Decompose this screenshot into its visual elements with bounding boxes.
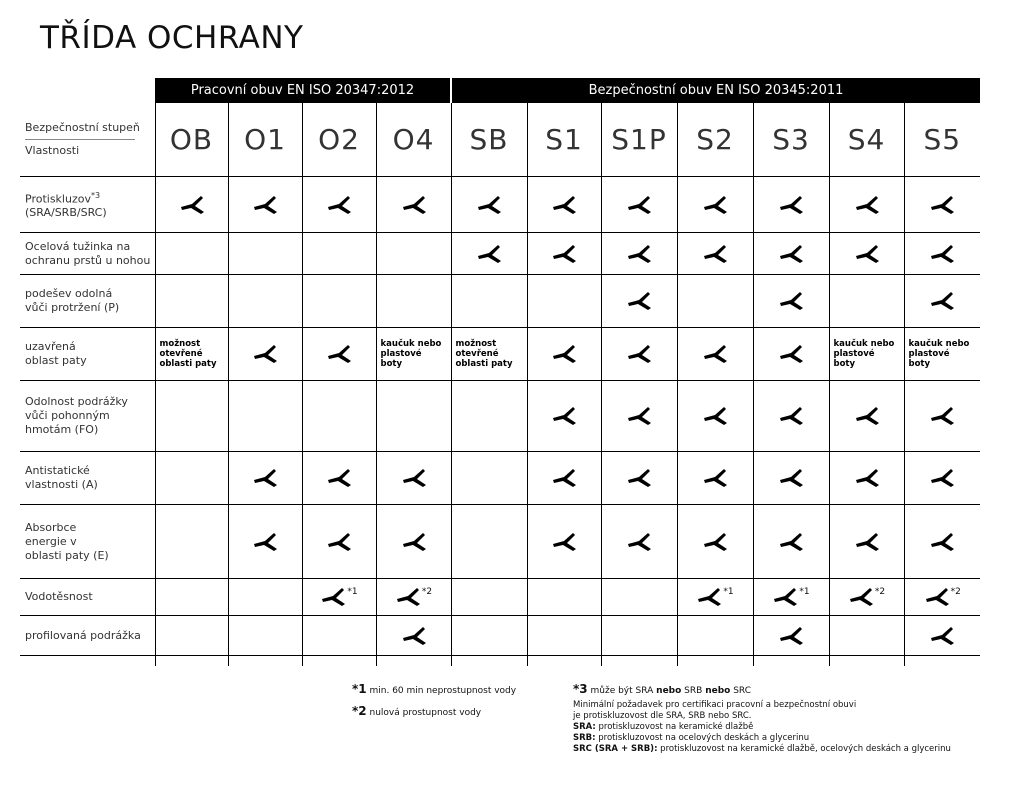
- check-icon: [848, 587, 874, 607]
- row-label-line: [25, 464, 155, 478]
- check-icon: [778, 468, 804, 488]
- check-icon: [778, 195, 804, 215]
- check-icon: [929, 626, 955, 646]
- cell-o2: [302, 233, 376, 275]
- check-icon: [326, 344, 352, 364]
- cell-sb: [451, 452, 527, 505]
- cell-o1: [228, 177, 302, 233]
- check-icon: [702, 532, 728, 552]
- row-label-line: [25, 340, 155, 354]
- tick: [376, 656, 451, 667]
- cell-note-line: boty: [833, 359, 856, 369]
- cell-s1: [527, 452, 601, 505]
- row-label-text: ochranu prstů u nohou: [25, 253, 151, 267]
- page-title: TŘÍDA OCHRANY: [40, 20, 304, 56]
- cell-ob: [155, 452, 228, 505]
- footnote-mark: *1: [799, 586, 810, 597]
- row-label-line: [25, 478, 155, 492]
- footnote-3-nebo-2: nebo: [705, 686, 731, 696]
- cell-s3: [753, 177, 829, 233]
- cell-o1: [228, 579, 302, 616]
- header-left-cell: [20, 103, 155, 177]
- check-icon: [626, 532, 652, 552]
- footnote-mark: *2: [874, 586, 886, 597]
- cell-s1: [527, 177, 601, 233]
- tick: [829, 656, 904, 667]
- cell-note-line: možnost: [455, 339, 497, 349]
- cell-o4: [376, 275, 451, 328]
- check-icon: [929, 195, 955, 215]
- check-icon: [252, 344, 278, 364]
- check-icon: [326, 532, 352, 552]
- cell-note-line: oblasti paty: [159, 359, 217, 369]
- check-icon: [626, 406, 652, 426]
- cell-ob: [155, 616, 228, 656]
- cell-sb: [451, 579, 527, 616]
- row-label-line: [25, 535, 155, 549]
- cell-s4: [829, 579, 904, 616]
- check-icon: [626, 468, 652, 488]
- cell-sb: [451, 505, 527, 579]
- cell-o4: [376, 381, 451, 452]
- tick: [302, 656, 376, 667]
- cell-o4: [376, 452, 451, 505]
- cell-sb: [451, 177, 527, 233]
- check-icon: [778, 291, 804, 311]
- cell-s2: [677, 505, 753, 579]
- cell-o4: [376, 505, 451, 579]
- min-requirement-line-1: Minimální požadavek pro certifikaci pracovní a bezpečnostní obuvi: [573, 700, 857, 710]
- srb-key: SRB:: [573, 733, 596, 743]
- check-icon: [551, 244, 577, 264]
- class-header-sb: SB: [451, 103, 527, 177]
- cell-ob: [155, 579, 228, 616]
- cell-o1: [228, 275, 302, 328]
- table-row: [20, 328, 980, 381]
- cell-note-line: otevřené: [455, 349, 499, 359]
- row-label-text: oblasti paty (E): [25, 548, 109, 562]
- row-label-text: hmotám (FO): [25, 423, 99, 436]
- tick: [753, 656, 829, 667]
- cell-s4: [829, 452, 904, 505]
- footnote-3-srb: SRB: [684, 686, 703, 696]
- srb-value: protiskluzovost na ocelových deskách a glycerinu: [598, 733, 810, 743]
- cell-s1p: [601, 579, 677, 616]
- class-header-o4: O4: [376, 103, 451, 177]
- cell-s5: [904, 579, 980, 616]
- check-icon: [252, 195, 278, 215]
- check-icon: [929, 406, 955, 426]
- check-icon: [476, 195, 502, 215]
- check-icon: [626, 344, 652, 364]
- cell-note-line: možnost: [159, 339, 201, 349]
- check-icon: [401, 468, 427, 488]
- cell-s1: [527, 381, 601, 452]
- cell-o1: [228, 616, 302, 656]
- cell-sb: [451, 381, 527, 452]
- row-label-text: podešev odolná: [25, 287, 113, 300]
- cell-s3: [753, 275, 829, 328]
- tick: [904, 656, 980, 667]
- row-label: [20, 177, 155, 233]
- check-icon: [401, 626, 427, 646]
- check-icon: [551, 532, 577, 552]
- footnote-2-mark: *2: [352, 704, 367, 718]
- row-label-line: [25, 354, 155, 368]
- cell-s2: [677, 177, 753, 233]
- row-label-line: [25, 423, 155, 437]
- row-label-text: Antistatické: [25, 464, 90, 477]
- class-header-s1: S1: [527, 103, 601, 177]
- cell-ob: [155, 177, 228, 233]
- row-label-line: [25, 409, 155, 423]
- tick: [677, 656, 753, 667]
- table-row: [20, 233, 980, 275]
- row-label-line: [25, 395, 155, 409]
- sra-key: SRA:: [573, 722, 596, 732]
- row-label-text: energie v: [25, 534, 77, 548]
- row-label: [20, 275, 155, 328]
- cell-s4: [829, 328, 904, 381]
- check-icon: [401, 532, 427, 552]
- check-icon: [326, 195, 352, 215]
- check-icon: [252, 532, 278, 552]
- row-label: [20, 381, 155, 452]
- cell-s1: [527, 233, 601, 275]
- row-label-text: oblast paty: [25, 354, 87, 367]
- cell-s4: [829, 505, 904, 579]
- cell-o1: [228, 328, 302, 381]
- cell-s1p: [601, 275, 677, 328]
- cell-ob: [155, 275, 228, 328]
- tick: [451, 656, 527, 667]
- class-header-s2: S2: [677, 103, 753, 177]
- cell-s5: [904, 505, 980, 579]
- check-icon: [626, 195, 652, 215]
- cell-note-line: plastové: [908, 349, 950, 359]
- row-label: [20, 452, 155, 505]
- cell-s4: [829, 381, 904, 452]
- cell-s1p: [601, 616, 677, 656]
- cell-sb: [451, 328, 527, 381]
- footnote-2-text: nulová prostupnost vody: [369, 708, 482, 718]
- row-label-line: [25, 287, 155, 301]
- footnote-3-sra: může být SRA: [590, 686, 654, 696]
- cell-ob: [155, 233, 228, 275]
- check-icon: [702, 344, 728, 364]
- footnote-mark: *2: [421, 586, 433, 597]
- check-icon: [326, 468, 352, 488]
- cell-s5: [904, 275, 980, 328]
- cell-o2: [302, 177, 376, 233]
- check-icon: [778, 344, 804, 364]
- cell-s3: [753, 381, 829, 452]
- table-row: [20, 381, 980, 452]
- cell-s1: [527, 579, 601, 616]
- check-icon: [778, 532, 804, 552]
- check-icon: [476, 244, 502, 264]
- table-row: [20, 452, 980, 505]
- check-icon: [702, 406, 728, 426]
- footnote-2: [352, 704, 481, 718]
- cell-s5: [904, 452, 980, 505]
- row-label: [20, 328, 155, 381]
- check-icon: [929, 291, 955, 311]
- cell-s2: [677, 328, 753, 381]
- check-icon: [854, 532, 880, 552]
- row-label-text: Vodotěsnost: [25, 590, 93, 603]
- cell-o2: [302, 579, 376, 616]
- cell-s4: [829, 275, 904, 328]
- cell-s5: [904, 328, 980, 381]
- cell-sb: [451, 616, 527, 656]
- table-bottom-ticks: [20, 656, 980, 667]
- cell-o4: [376, 616, 451, 656]
- row-label-line: [25, 521, 155, 535]
- tick: [228, 656, 302, 667]
- check-icon: [929, 532, 955, 552]
- footnote-mark: *1: [723, 586, 734, 597]
- cell-o4: [376, 177, 451, 233]
- class-header-s4: S4: [829, 103, 904, 177]
- cell-s2: [677, 579, 753, 616]
- cell-o4: [376, 579, 451, 616]
- check-icon: [320, 587, 346, 607]
- check-icon: [772, 587, 798, 607]
- class-header-ob: OB: [155, 103, 228, 177]
- check-icon: [854, 468, 880, 488]
- cell-s1: [527, 328, 601, 381]
- cell-ob: [155, 328, 228, 381]
- row-label-line: [25, 206, 155, 220]
- check-icon: [702, 244, 728, 264]
- cell-note-line: oblasti paty: [455, 359, 513, 369]
- min-requirement-line-2: je protiskluzovost dle SRA, SRB nebo SRC.: [573, 711, 752, 721]
- cell-note-line: kaučuk nebo: [833, 339, 895, 349]
- header-blank: [20, 78, 155, 103]
- cell-s2: [677, 233, 753, 275]
- table-row: [20, 177, 980, 233]
- row-label-line: [25, 254, 155, 268]
- class-header-s1p: S1P: [601, 103, 677, 177]
- cell-s1: [527, 616, 601, 656]
- check-icon: [179, 195, 205, 215]
- cell-s3: [753, 328, 829, 381]
- cell-s4: [829, 616, 904, 656]
- cell-o4: [376, 233, 451, 275]
- check-icon: [924, 587, 950, 607]
- footnote-3-mark: *3: [573, 682, 588, 696]
- cell-s3: [753, 505, 829, 579]
- cell-o4: [376, 328, 451, 381]
- srb-definition: [573, 733, 951, 744]
- tick: [527, 656, 601, 667]
- check-icon: [395, 587, 421, 607]
- footnote-mark: *2: [950, 586, 961, 597]
- sra-definition: [573, 722, 951, 733]
- check-icon: [696, 587, 722, 607]
- table-row: [20, 579, 980, 616]
- row-label-line: [25, 240, 155, 254]
- row-label: [20, 233, 155, 275]
- cell-s4: [829, 233, 904, 275]
- row-label-footnote-mark: *3: [90, 190, 101, 200]
- standard-header-row: [20, 78, 980, 103]
- class-header-row: [20, 103, 980, 177]
- table-row: [20, 505, 980, 579]
- cell-s5: [904, 177, 980, 233]
- class-header-s5: S5: [904, 103, 980, 177]
- cell-sb: [451, 233, 527, 275]
- check-icon: [551, 344, 577, 364]
- row-label-text: vůči protržení (P): [25, 301, 120, 314]
- row-label: [20, 579, 155, 616]
- check-icon: [626, 291, 652, 311]
- check-icon: [929, 244, 955, 264]
- footnote-mark: *1: [347, 586, 358, 597]
- check-icon: [929, 468, 955, 488]
- cell-o2: [302, 452, 376, 505]
- check-icon: [252, 468, 278, 488]
- cell-o2: [302, 381, 376, 452]
- protection-class-table: [20, 78, 980, 666]
- footnote-1-text: min. 60 min neprostupnost vody: [369, 686, 517, 696]
- cell-o1: [228, 381, 302, 452]
- cell-s3: [753, 579, 829, 616]
- protection-level-label: Bezpečnostní stupeň: [25, 121, 140, 134]
- row-label-text: (SRA/SRB/SRC): [25, 206, 107, 220]
- check-icon: [778, 406, 804, 426]
- cell-s1p: [601, 381, 677, 452]
- check-icon: [551, 195, 577, 215]
- row-label-text: profilovaná podrážka: [25, 628, 141, 642]
- tick: [155, 656, 228, 667]
- table-row: [20, 616, 980, 656]
- cell-s2: [677, 452, 753, 505]
- tick-blank: [20, 656, 155, 667]
- cell-note-line: plastové: [380, 349, 422, 359]
- cell-o1: [228, 452, 302, 505]
- cell-s1: [527, 275, 601, 328]
- cell-note-line: boty: [380, 359, 403, 369]
- cell-o2: [302, 275, 376, 328]
- cell-o2: [302, 328, 376, 381]
- cell-s3: [753, 233, 829, 275]
- footnote-1-mark: *1: [352, 682, 367, 696]
- footnote-3: [573, 682, 751, 696]
- header-divider: [25, 139, 135, 140]
- footnote-1: [352, 682, 516, 696]
- cell-s5: [904, 381, 980, 452]
- cell-s3: [753, 452, 829, 505]
- footnote-3-nebo-1: nebo: [656, 686, 682, 696]
- row-label-text: Absorbce: [25, 520, 77, 534]
- check-icon: [854, 244, 880, 264]
- cell-s4: [829, 177, 904, 233]
- src-value: protiskluzovost na keramické dlažbě, ocelových deskách a glycerinu: [660, 744, 951, 754]
- check-icon: [778, 244, 804, 264]
- check-icon: [551, 468, 577, 488]
- cell-sb: [451, 275, 527, 328]
- check-icon: [854, 406, 880, 426]
- row-label: [20, 616, 155, 656]
- cell-note-line: plastové: [833, 349, 875, 359]
- safety-shoes-standard: Bezpečnostní obuv EN ISO 20345:2011: [451, 78, 980, 103]
- row-label: [20, 505, 155, 579]
- cell-s1p: [601, 505, 677, 579]
- row-label-text: uzavřená: [25, 340, 76, 353]
- check-icon: [778, 626, 804, 646]
- cell-s1p: [601, 452, 677, 505]
- row-label-text: Ocelová tužinka na: [25, 239, 131, 253]
- tick: [601, 656, 677, 667]
- check-icon: [626, 244, 652, 264]
- row-label-text: vlastnosti (A): [25, 478, 98, 491]
- row-label-text: Odolnost podrážky: [25, 395, 128, 408]
- cell-ob: [155, 505, 228, 579]
- cell-o1: [228, 233, 302, 275]
- cell-ob: [155, 381, 228, 452]
- sra-value: protiskluzovost na keramické dlažbě: [598, 722, 754, 732]
- cell-s1p: [601, 233, 677, 275]
- cell-s2: [677, 275, 753, 328]
- cell-o2: [302, 505, 376, 579]
- cell-s1p: [601, 177, 677, 233]
- cell-o1: [228, 505, 302, 579]
- row-label-text: Protiskluzov: [25, 192, 91, 206]
- row-label-line: [25, 301, 155, 315]
- class-header-o2: O2: [302, 103, 376, 177]
- src-definition: [573, 744, 951, 755]
- footnote-definitions: [573, 700, 951, 755]
- cell-s1: [527, 505, 601, 579]
- row-label-line: [25, 590, 155, 604]
- row-label-line: [25, 189, 155, 207]
- cell-s5: [904, 616, 980, 656]
- row-label-line: [25, 549, 155, 563]
- row-label-text: vůči pohonným: [25, 409, 110, 422]
- cell-s2: [677, 381, 753, 452]
- class-header-s3: S3: [753, 103, 829, 177]
- cell-s3: [753, 616, 829, 656]
- check-icon: [401, 195, 427, 215]
- cell-note-line: boty: [908, 359, 931, 369]
- check-icon: [702, 195, 728, 215]
- cell-s1p: [601, 328, 677, 381]
- properties-label: Vlastnosti: [25, 144, 80, 157]
- footnote-3-src: SRC: [733, 686, 752, 696]
- cell-note-line: kaučuk nebo: [908, 339, 970, 349]
- src-key: SRC (SRA + SRB):: [573, 744, 658, 754]
- cell-note-line: kaučuk nebo: [380, 339, 442, 349]
- cell-o2: [302, 616, 376, 656]
- cell-s5: [904, 233, 980, 275]
- table-row: [20, 275, 980, 328]
- work-shoes-standard: Pracovní obuv EN ISO 20347:2012: [155, 78, 451, 103]
- row-label-line: [25, 629, 155, 643]
- check-icon: [702, 468, 728, 488]
- check-icon: [551, 406, 577, 426]
- cell-note-line: otevřené: [159, 349, 203, 359]
- cell-s2: [677, 616, 753, 656]
- class-header-o1: O1: [228, 103, 302, 177]
- check-icon: [854, 195, 880, 215]
